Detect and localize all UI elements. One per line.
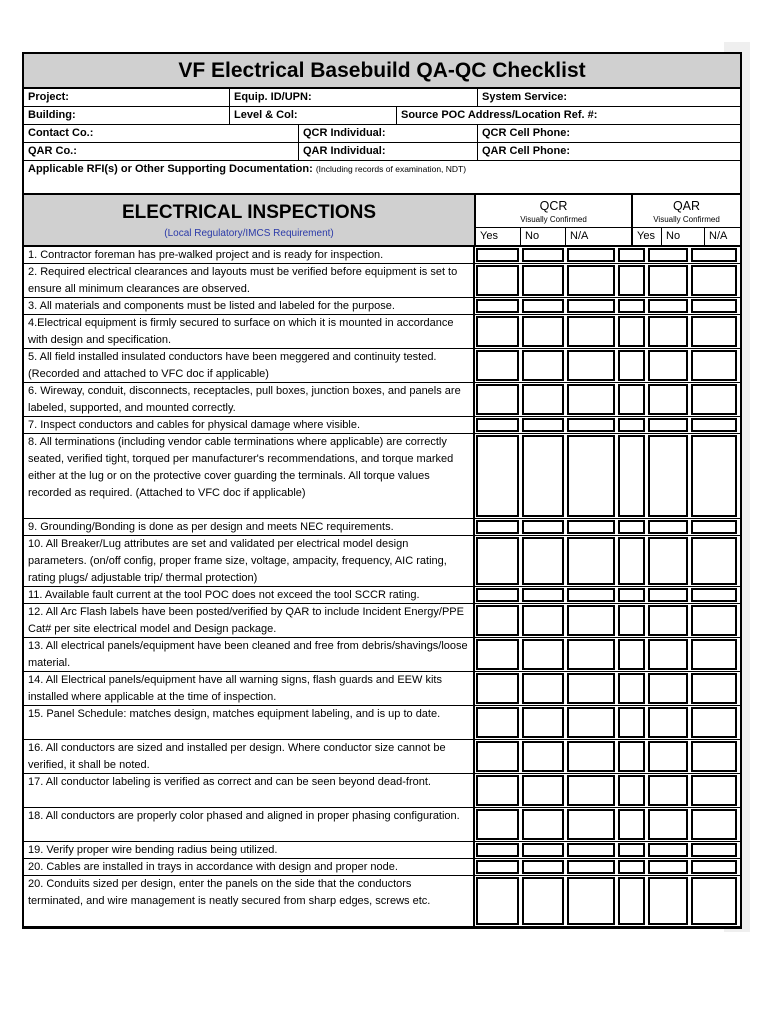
inspection-item xyxy=(24,264,740,298)
inspection-item xyxy=(24,808,740,842)
level-col-field[interactable]: Level & Col: xyxy=(229,107,396,124)
inspection-item xyxy=(24,842,740,859)
inspection-item-text: 15. Panel Schedule: matches design, matches equipment labeling, and is up to date. xyxy=(24,706,475,739)
qar-yes-checkbox[interactable] xyxy=(618,316,645,347)
qcr-no-checkbox[interactable] xyxy=(522,741,564,772)
qar-group xyxy=(633,195,740,227)
qar-na-checkbox[interactable] xyxy=(691,707,737,738)
qcr-cell-field[interactable]: QCR Cell Phone: xyxy=(477,125,740,142)
qar-na-checkbox[interactable] xyxy=(691,775,737,806)
qcr-na-checkbox[interactable] xyxy=(567,809,615,840)
inspection-item-checkboxes xyxy=(475,604,740,637)
qcr-yes-header: Yes xyxy=(476,228,521,245)
inspection-item-checkboxes xyxy=(475,434,740,518)
qar-yes-checkbox[interactable] xyxy=(618,299,645,313)
qcr-na-checkbox[interactable] xyxy=(567,384,615,415)
qar-na-checkbox[interactable] xyxy=(691,265,737,296)
qcr-na-checkbox[interactable] xyxy=(567,537,615,585)
qar-no-checkbox[interactable] xyxy=(648,605,688,636)
qar-na-checkbox[interactable] xyxy=(691,673,737,704)
qar-yes-checkbox[interactable] xyxy=(618,350,645,381)
qcr-na-checkbox[interactable] xyxy=(567,775,615,806)
qar-yes-checkbox[interactable] xyxy=(618,877,645,925)
inspection-item xyxy=(24,859,740,876)
qar-na-checkbox[interactable] xyxy=(691,537,737,585)
info-row-building xyxy=(24,107,740,125)
qcr-na-checkbox[interactable] xyxy=(567,639,615,670)
qar-na-checkbox[interactable] xyxy=(691,741,737,772)
qar-yes-checkbox[interactable] xyxy=(618,384,645,415)
qar-na-checkbox[interactable] xyxy=(691,384,737,415)
qcr-yes-checkbox[interactable] xyxy=(476,843,519,857)
qcr-na-checkbox[interactable] xyxy=(567,350,615,381)
qar-yes-checkbox[interactable] xyxy=(618,537,645,585)
qar-yes-checkbox[interactable] xyxy=(618,418,645,432)
inspection-item xyxy=(24,298,740,315)
checklist-title: VF Electrical Basebuild QA-QC Checklist xyxy=(24,54,740,89)
qcr-yes-checkbox[interactable] xyxy=(476,741,519,772)
inspection-item xyxy=(24,876,740,927)
qar-na-checkbox[interactable] xyxy=(691,843,737,857)
inspection-items xyxy=(24,247,740,927)
qcr-yes-checkbox[interactable] xyxy=(476,248,519,262)
inspection-item-text: 5. All field installed insulated conductors have been meggered and continuity tested. (Recorded and attached to VFC doc if applicable) xyxy=(24,349,475,382)
qar-yes-checkbox[interactable] xyxy=(618,741,645,772)
qar-cell-field[interactable]: QAR Cell Phone: xyxy=(477,143,740,160)
inspection-item xyxy=(24,774,740,808)
inspection-item xyxy=(24,315,740,349)
qcr-yes-checkbox[interactable] xyxy=(476,537,519,585)
info-row-contact xyxy=(24,125,740,143)
qar-yes-checkbox[interactable] xyxy=(618,860,645,874)
inspection-item-text: 3. All materials and components must be listed and labeled for the purpose. xyxy=(24,298,475,314)
qar-no-checkbox[interactable] xyxy=(648,299,688,313)
inspection-title-block xyxy=(24,195,476,245)
qcr-no-checkbox[interactable] xyxy=(522,435,564,517)
qcr-na-checkbox[interactable] xyxy=(567,741,615,772)
qar-no-checkbox[interactable] xyxy=(648,639,688,670)
inspection-item-text: 18. All conductors are properly color phased and aligned in proper phasing configuration. xyxy=(24,808,475,841)
qcr-no-checkbox[interactable] xyxy=(522,418,564,432)
qcr-yes-checkbox[interactable] xyxy=(476,384,519,415)
qcr-no-checkbox[interactable] xyxy=(522,316,564,347)
inspection-item-checkboxes xyxy=(475,842,740,858)
inspection-item-text: 6. Wireway, conduit, disconnects, receptacles, pull boxes, junction boxes, and panels are labeled, supported, and mounted correctly. xyxy=(24,383,475,416)
inspection-item-text: 13. All electrical panels/equipment have been cleaned and free from debris/shavings/loose material. xyxy=(24,638,475,671)
qar-na-checkbox[interactable] xyxy=(691,877,737,925)
qar-no-checkbox[interactable] xyxy=(648,384,688,415)
qcr-no-checkbox[interactable] xyxy=(522,707,564,738)
inspection-item-checkboxes xyxy=(475,417,740,433)
inspection-item-checkboxes xyxy=(475,706,740,739)
inspection-item-checkboxes xyxy=(475,587,740,603)
qcr-no-checkbox[interactable] xyxy=(522,843,564,857)
qcr-na-checkbox[interactable] xyxy=(567,265,615,296)
qar-no-checkbox[interactable] xyxy=(648,843,688,857)
inspection-item-checkboxes xyxy=(475,247,740,263)
inspection-item xyxy=(24,247,740,264)
qcr-na-checkbox[interactable] xyxy=(567,316,615,347)
qar-individual-field[interactable]: QAR Individual: xyxy=(298,143,477,160)
qar-no-header: No xyxy=(662,228,705,245)
qar-na-checkbox[interactable] xyxy=(691,520,737,534)
inspection-item-checkboxes xyxy=(475,638,740,671)
qcr-no-checkbox[interactable] xyxy=(522,860,564,874)
inspection-item xyxy=(24,638,740,672)
rfi-label: Applicable RFI(s) or Other Supporting Documentation: xyxy=(28,163,313,175)
inspection-item-checkboxes xyxy=(475,315,740,348)
inspection-item xyxy=(24,519,740,536)
qar-yes-checkbox[interactable] xyxy=(618,588,645,602)
qcr-yes-checkbox[interactable] xyxy=(476,316,519,347)
qar-no-checkbox[interactable] xyxy=(648,520,688,534)
qar-yes-header: Yes xyxy=(633,228,662,245)
qcr-visually-confirmed: Visually Confirmed xyxy=(520,214,587,224)
inspection-item xyxy=(24,417,740,434)
qar-yes-checkbox[interactable] xyxy=(618,673,645,704)
inspection-item-text: 11. Available fault current at the tool POC does not exceed the tool SCCR rating. xyxy=(24,587,475,603)
qar-yes-checkbox[interactable] xyxy=(618,775,645,806)
qcr-na-checkbox[interactable] xyxy=(567,435,615,517)
qar-na-checkbox[interactable] xyxy=(691,605,737,636)
qar-yes-checkbox[interactable] xyxy=(618,248,645,262)
qcr-no-checkbox[interactable] xyxy=(522,588,564,602)
qcr-yes-checkbox[interactable] xyxy=(476,418,519,432)
qcr-yes-checkbox[interactable] xyxy=(476,588,519,602)
qcr-na-checkbox[interactable] xyxy=(567,605,615,636)
qcr-yes-checkbox[interactable] xyxy=(476,265,519,296)
qcr-yes-checkbox[interactable] xyxy=(476,520,519,534)
qar-no-checkbox[interactable] xyxy=(648,418,688,432)
qar-visually-confirmed: Visually Confirmed xyxy=(653,214,720,224)
inspection-item-text: 16. All conductors are sized and installed per design. Where conductor size cannot be verified, it shall be noted. xyxy=(24,740,475,773)
qcr-group xyxy=(476,195,633,227)
qar-label: QAR xyxy=(672,198,701,213)
inspection-item-checkboxes xyxy=(475,349,740,382)
qar-no-checkbox[interactable] xyxy=(648,741,688,772)
qcr-no-header: No xyxy=(521,228,566,245)
qar-yes-checkbox[interactable] xyxy=(618,265,645,296)
inspection-item-text: 4.Electrical equipment is firmly secured to surface on which it is mounted in accordance with design and specification. xyxy=(24,315,475,348)
inspection-item-text: 9. Grounding/Bonding is done as per design and meets NEC requirements. xyxy=(24,519,475,535)
inspection-item-checkboxes xyxy=(475,876,740,926)
qcr-yes-checkbox[interactable] xyxy=(476,350,519,381)
qcr-yes-checkbox[interactable] xyxy=(476,605,519,636)
inspection-item-text: 20. Conduits sized per design, enter the panels on the side that the conductors terminated, and wire management is neatly secured from sharp edges, screws etc. xyxy=(24,876,475,926)
inspection-item-text: 1. Contractor foreman has pre-walked project and is ready for inspection. xyxy=(24,247,475,263)
inspection-item xyxy=(24,672,740,706)
qcr-na-checkbox[interactable] xyxy=(567,299,615,313)
qcr-na-checkbox[interactable] xyxy=(567,673,615,704)
inspection-item-checkboxes xyxy=(475,859,740,875)
qar-na-checkbox[interactable] xyxy=(691,809,737,840)
rfi-note: (Including records of examination, NDT) xyxy=(315,164,467,174)
qar-yes-checkbox[interactable] xyxy=(618,605,645,636)
contact-co-field[interactable]: Contact Co.: xyxy=(28,127,94,139)
qar-na-checkbox[interactable] xyxy=(691,350,737,381)
inspection-item xyxy=(24,349,740,383)
inspection-item xyxy=(24,536,740,587)
qcr-na-checkbox[interactable] xyxy=(567,248,615,262)
system-service-field[interactable]: System Service: xyxy=(477,89,740,106)
qar-no-checkbox[interactable] xyxy=(648,537,688,585)
inspection-item-text: 19. Verify proper wire bending radius being utilized. xyxy=(24,842,475,858)
equip-id-field[interactable]: Equip. ID/UPN: xyxy=(229,89,477,106)
inspection-item-text: 10. All Breaker/Lug attributes are set and validated per electrical model design parameters. (on/off config, proper frame size, voltage, ampacity, frequency, AIC rating, rating plugs/ adjustable trip/ thermal protection) xyxy=(24,536,475,586)
inspection-header xyxy=(24,195,740,247)
inspection-item xyxy=(24,434,740,519)
confirmation-header xyxy=(476,195,740,245)
inspection-item-text: 20. Cables are installed in trays in accordance with design and proper node. xyxy=(24,859,475,875)
qcr-na-checkbox[interactable] xyxy=(567,588,615,602)
qcr-yes-checkbox[interactable] xyxy=(476,707,519,738)
qar-no-checkbox[interactable] xyxy=(648,809,688,840)
inspection-title: ELECTRICAL INSPECTIONS xyxy=(121,201,377,223)
qar-no-checkbox[interactable] xyxy=(648,775,688,806)
qar-no-checkbox[interactable] xyxy=(648,248,688,262)
qar-na-checkbox[interactable] xyxy=(691,860,737,874)
inspection-item xyxy=(24,706,740,740)
info-row-project xyxy=(24,89,740,107)
qcr-no-checkbox[interactable] xyxy=(522,350,564,381)
inspection-item-checkboxes xyxy=(475,740,740,773)
qar-yes-checkbox[interactable] xyxy=(618,435,645,517)
inspection-item-checkboxes xyxy=(475,536,740,586)
qar-yes-checkbox[interactable] xyxy=(618,520,645,534)
inspection-item xyxy=(24,383,740,417)
inspection-item-checkboxes xyxy=(475,383,740,416)
qar-no-checkbox[interactable] xyxy=(648,860,688,874)
qar-no-checkbox[interactable] xyxy=(648,673,688,704)
inspection-item-checkboxes xyxy=(475,672,740,705)
qcr-yes-checkbox[interactable] xyxy=(476,299,519,313)
qcr-no-checkbox[interactable] xyxy=(522,520,564,534)
qcr-yes-checkbox[interactable] xyxy=(476,673,519,704)
qar-no-checkbox[interactable] xyxy=(648,316,688,347)
qar-yes-checkbox[interactable] xyxy=(618,843,645,857)
qar-na-checkbox[interactable] xyxy=(691,639,737,670)
inspection-item-text: 2. Required electrical clearances and layouts must be verified before equipment is set to ensure all minimum clearances are observed. xyxy=(24,264,475,297)
qcr-no-checkbox[interactable] xyxy=(522,265,564,296)
qcr-na-header: N/A xyxy=(566,228,633,245)
inspection-item-text: 7. Inspect conductors and cables for physical damage where visible. xyxy=(24,417,475,433)
qcr-na-checkbox[interactable] xyxy=(567,877,615,925)
qcr-na-checkbox[interactable] xyxy=(567,707,615,738)
inspection-item-checkboxes xyxy=(475,264,740,297)
inspection-item xyxy=(24,604,740,638)
inspection-item-checkboxes xyxy=(475,519,740,535)
column-header-row xyxy=(476,228,740,245)
qcr-na-checkbox[interactable] xyxy=(567,418,615,432)
qar-na-checkbox[interactable] xyxy=(691,418,737,432)
source-poc-field[interactable]: Source POC Address/Location Ref. #: xyxy=(396,107,740,124)
qar-no-checkbox[interactable] xyxy=(648,350,688,381)
qcr-no-checkbox[interactable] xyxy=(522,639,564,670)
qcr-no-checkbox[interactable] xyxy=(522,537,564,585)
inspection-subtitle: (Local Regulatory/IMCS Requirement) xyxy=(164,227,334,239)
qar-no-checkbox[interactable] xyxy=(648,435,688,517)
qar-na-header: N/A xyxy=(709,230,728,242)
qar-na-checkbox[interactable] xyxy=(691,588,737,602)
inspection-item-checkboxes xyxy=(475,808,740,841)
qar-na-checkbox[interactable] xyxy=(691,248,737,262)
qar-yes-checkbox[interactable] xyxy=(618,809,645,840)
info-row-qar xyxy=(24,143,740,161)
qar-no-checkbox[interactable] xyxy=(648,265,688,296)
qar-co-field[interactable]: QAR Co.: xyxy=(28,145,77,157)
qcr-yes-checkbox[interactable] xyxy=(476,775,519,806)
inspection-item-checkboxes xyxy=(475,774,740,807)
qar-yes-checkbox[interactable] xyxy=(618,707,645,738)
qar-yes-checkbox[interactable] xyxy=(618,639,645,670)
qcr-individual-field[interactable]: QCR Individual: xyxy=(298,125,477,142)
qcr-no-checkbox[interactable] xyxy=(522,299,564,313)
inspection-item-checkboxes xyxy=(475,298,740,314)
qcr-no-checkbox[interactable] xyxy=(522,877,564,925)
qcr-no-checkbox[interactable] xyxy=(522,605,564,636)
inspection-item xyxy=(24,587,740,604)
inspection-item-text: 12. All Arc Flash labels have been posted/verified by QAR to include Incident Energy/PPE Cat# per site electrical model and Design package. xyxy=(24,604,475,637)
qcr-yes-checkbox[interactable] xyxy=(476,639,519,670)
qcr-yes-checkbox[interactable] xyxy=(476,860,519,874)
qcr-na-checkbox[interactable] xyxy=(567,520,615,534)
qcr-label: QCR xyxy=(539,198,568,213)
qcr-no-checkbox[interactable] xyxy=(522,775,564,806)
qcr-no-checkbox[interactable] xyxy=(522,809,564,840)
qcr-yes-checkbox[interactable] xyxy=(476,809,519,840)
inspection-item xyxy=(24,740,740,774)
inspection-item-text: 8. All terminations (including vendor cable terminations where applicable) are correctly seated, verified tight, torqued per manufacturer's recommendations, and torque marked either at the lug or on the protective cover guarding the terminals. All torque values recorded as required. (Attached to VFC doc if applicable) xyxy=(24,434,475,518)
qar-no-checkbox[interactable] xyxy=(648,877,688,925)
inspection-item-text: 14. All Electrical panels/equipment have all warning signs, flash guards and EEW kits installed where applicable at the time of inspection. xyxy=(24,672,475,705)
project-field[interactable]: Project: xyxy=(28,91,69,103)
building-field[interactable]: Building: xyxy=(28,109,76,121)
rfi-field[interactable] xyxy=(24,161,740,195)
qar-na-checkbox[interactable] xyxy=(691,299,737,313)
group-header-row xyxy=(476,195,740,228)
qcr-yes-checkbox[interactable] xyxy=(476,435,519,517)
qar-no-checkbox[interactable] xyxy=(648,588,688,602)
qcr-no-checkbox[interactable] xyxy=(522,384,564,415)
qar-na-checkbox[interactable] xyxy=(691,316,737,347)
qcr-yes-checkbox[interactable] xyxy=(476,877,519,925)
checklist-sheet xyxy=(22,52,742,929)
qcr-no-checkbox[interactable] xyxy=(522,673,564,704)
inspection-item-text: 17. All conductor labeling is verified as correct and can be seen beyond dead-front. xyxy=(24,774,475,807)
qcr-na-checkbox[interactable] xyxy=(567,843,615,857)
qcr-no-checkbox[interactable] xyxy=(522,248,564,262)
qar-na-checkbox[interactable] xyxy=(691,435,737,517)
qar-no-checkbox[interactable] xyxy=(648,707,688,738)
qcr-na-checkbox[interactable] xyxy=(567,860,615,874)
